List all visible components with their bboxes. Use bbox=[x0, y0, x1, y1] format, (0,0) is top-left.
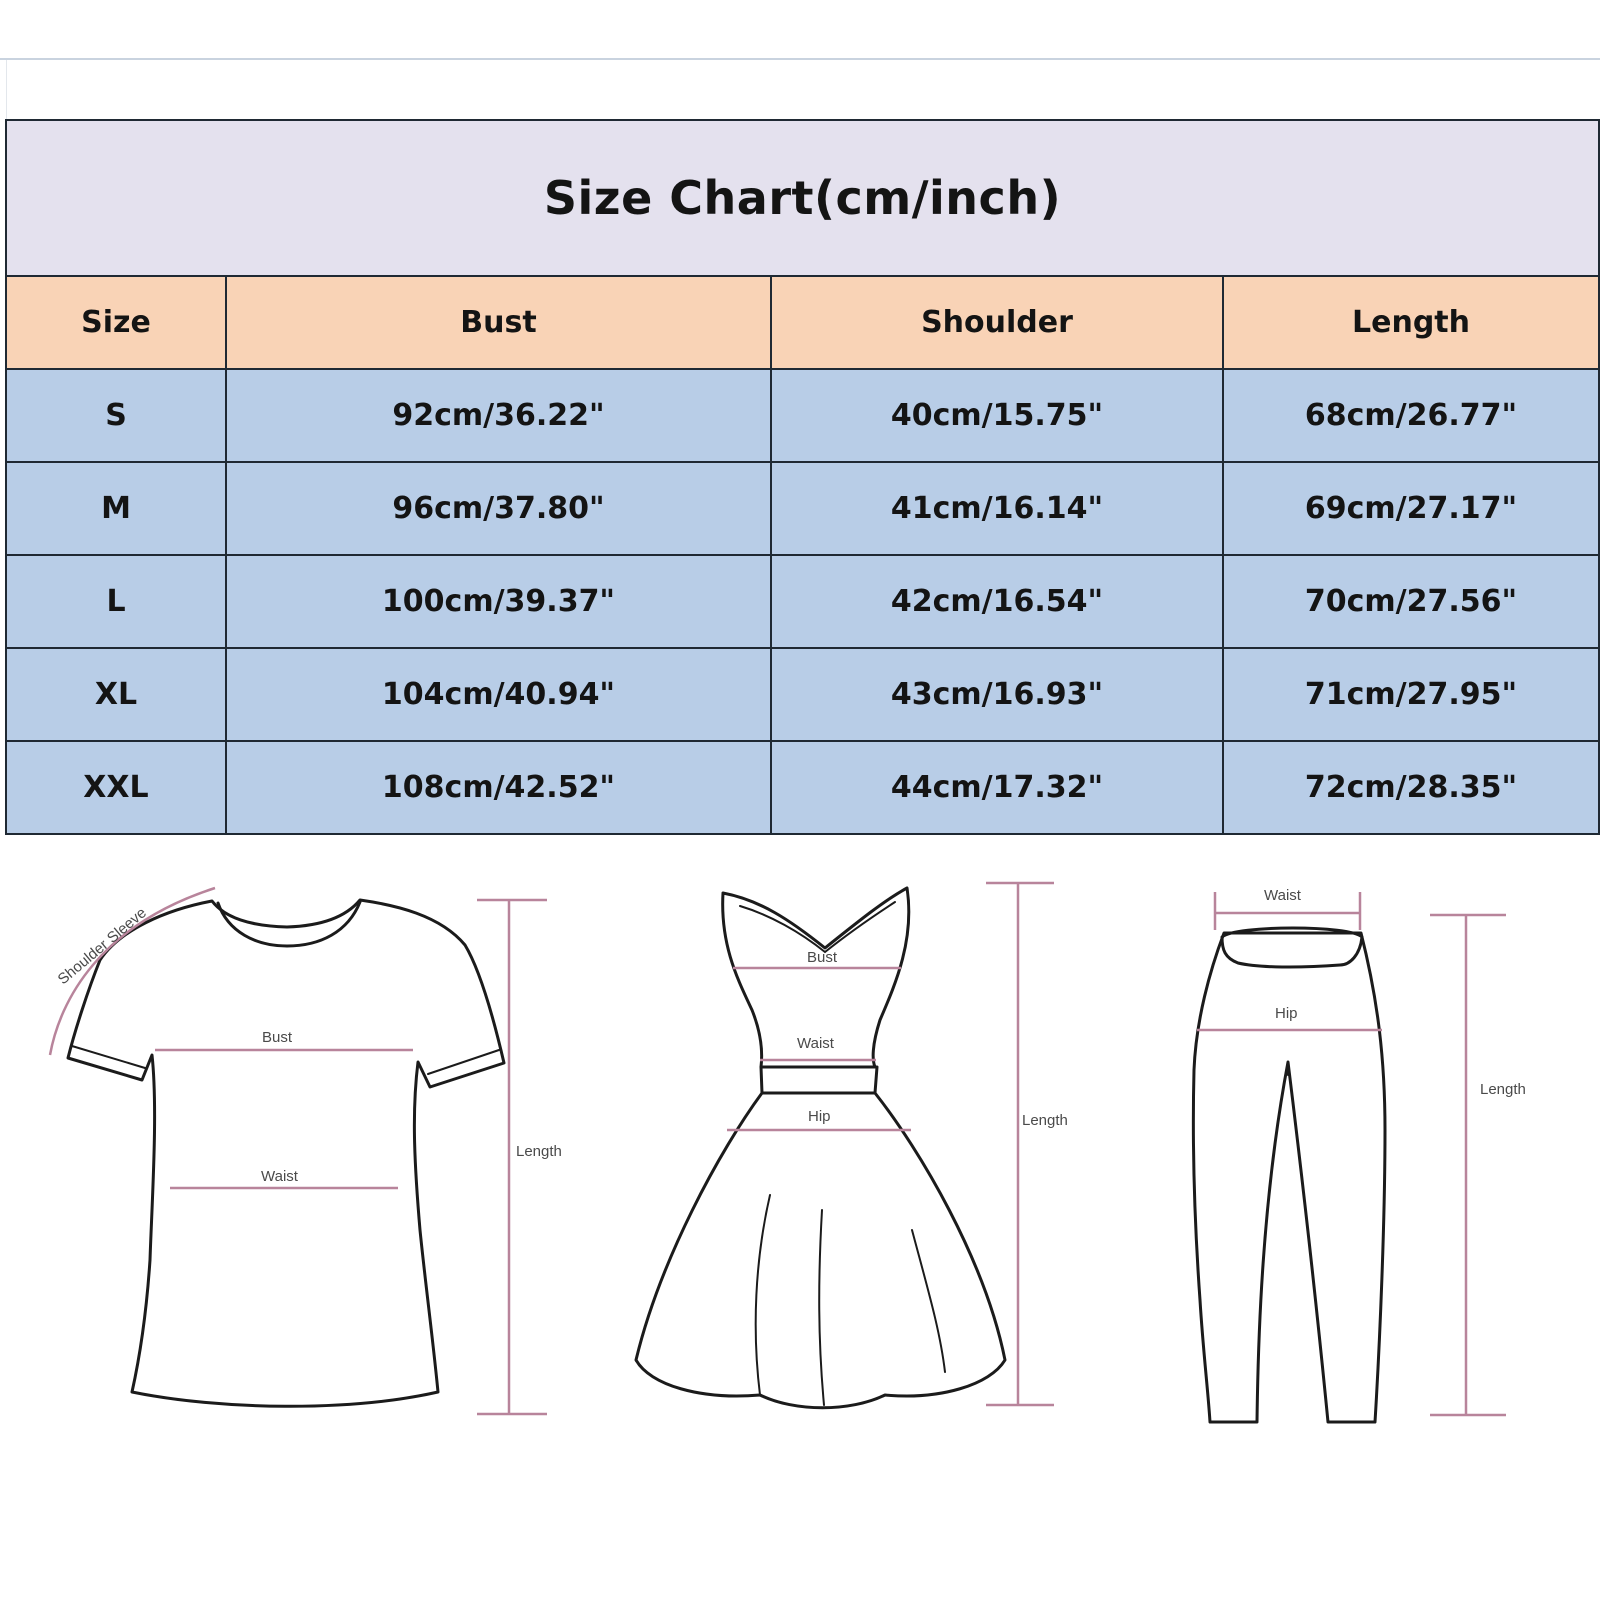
tshirt-bust-label: Bust bbox=[262, 1029, 293, 1046]
table-row bbox=[6, 555, 1599, 648]
length-cell: 69cm/27.17" bbox=[1223, 462, 1599, 555]
shoulder-sleeve-label: Shoulder Sleeve bbox=[54, 904, 150, 989]
length-cell: 71cm/27.95" bbox=[1223, 648, 1599, 741]
dress-hip-label: Hip bbox=[808, 1108, 831, 1125]
column-header-bust: Bust bbox=[226, 276, 771, 369]
header-row bbox=[6, 276, 1599, 369]
size-cell: XXL bbox=[6, 741, 226, 834]
top-divider bbox=[0, 58, 1600, 60]
table-row bbox=[6, 648, 1599, 741]
pants-hip-label: Hip bbox=[1275, 1005, 1298, 1022]
title-row bbox=[6, 120, 1599, 276]
table-row bbox=[6, 741, 1599, 834]
size-cell: XL bbox=[6, 648, 226, 741]
size-cell: M bbox=[6, 462, 226, 555]
length-cell: 72cm/28.35" bbox=[1223, 741, 1599, 834]
tshirt-waist-label: Waist bbox=[261, 1168, 298, 1185]
size-cell: L bbox=[6, 555, 226, 648]
length-cell: 70cm/27.56" bbox=[1223, 555, 1599, 648]
bust-cell: 104cm/40.94" bbox=[226, 648, 771, 741]
size-cell: S bbox=[6, 369, 226, 462]
tshirt-right-cuff bbox=[428, 1050, 499, 1074]
bust-cell: 100cm/39.37" bbox=[226, 555, 771, 648]
dress-skirt-fold-right bbox=[912, 1230, 945, 1372]
shoulder-cell: 44cm/17.32" bbox=[771, 741, 1223, 834]
pants-length-label: Length bbox=[1480, 1081, 1526, 1098]
bust-cell: 96cm/37.80" bbox=[226, 462, 771, 555]
dress-bust-label: Bust bbox=[807, 949, 838, 966]
dress-waist-label: Waist bbox=[797, 1035, 834, 1052]
tshirt-diagram bbox=[50, 888, 562, 1414]
chart-title: Size Chart(cm/inch) bbox=[6, 120, 1599, 276]
pants-waist-label: Waist bbox=[1264, 887, 1301, 904]
pants-diagram bbox=[1193, 887, 1526, 1422]
shoulder-cell: 41cm/16.14" bbox=[771, 462, 1223, 555]
shoulder-cell: 42cm/16.54" bbox=[771, 555, 1223, 648]
shoulder-cell: 40cm/15.75" bbox=[771, 369, 1223, 462]
tshirt-left-cuff bbox=[72, 1046, 145, 1068]
left-divider bbox=[6, 60, 7, 120]
tshirt-collar bbox=[218, 902, 360, 946]
table-row bbox=[6, 462, 1599, 555]
bust-cell: 108cm/42.52" bbox=[226, 741, 771, 834]
dress-waistband bbox=[761, 1067, 877, 1093]
garment-diagrams bbox=[0, 840, 1600, 1440]
shoulder-cell: 43cm/16.93" bbox=[771, 648, 1223, 741]
table-row bbox=[6, 369, 1599, 462]
tshirt-outline bbox=[68, 900, 504, 1406]
size-chart-table bbox=[5, 119, 1600, 835]
dress-skirt-fold-center bbox=[819, 1210, 824, 1405]
bust-cell: 92cm/36.22" bbox=[226, 369, 771, 462]
length-cell: 68cm/26.77" bbox=[1223, 369, 1599, 462]
dress-diagram bbox=[636, 883, 1068, 1408]
column-header-size: Size bbox=[6, 276, 226, 369]
dress-skirt-fold-left bbox=[756, 1195, 770, 1395]
dress-length-label: Length bbox=[1022, 1112, 1068, 1129]
tshirt-length-label: Length bbox=[516, 1143, 562, 1160]
column-header-length: Length bbox=[1223, 276, 1599, 369]
column-header-shoulder: Shoulder bbox=[771, 276, 1223, 369]
